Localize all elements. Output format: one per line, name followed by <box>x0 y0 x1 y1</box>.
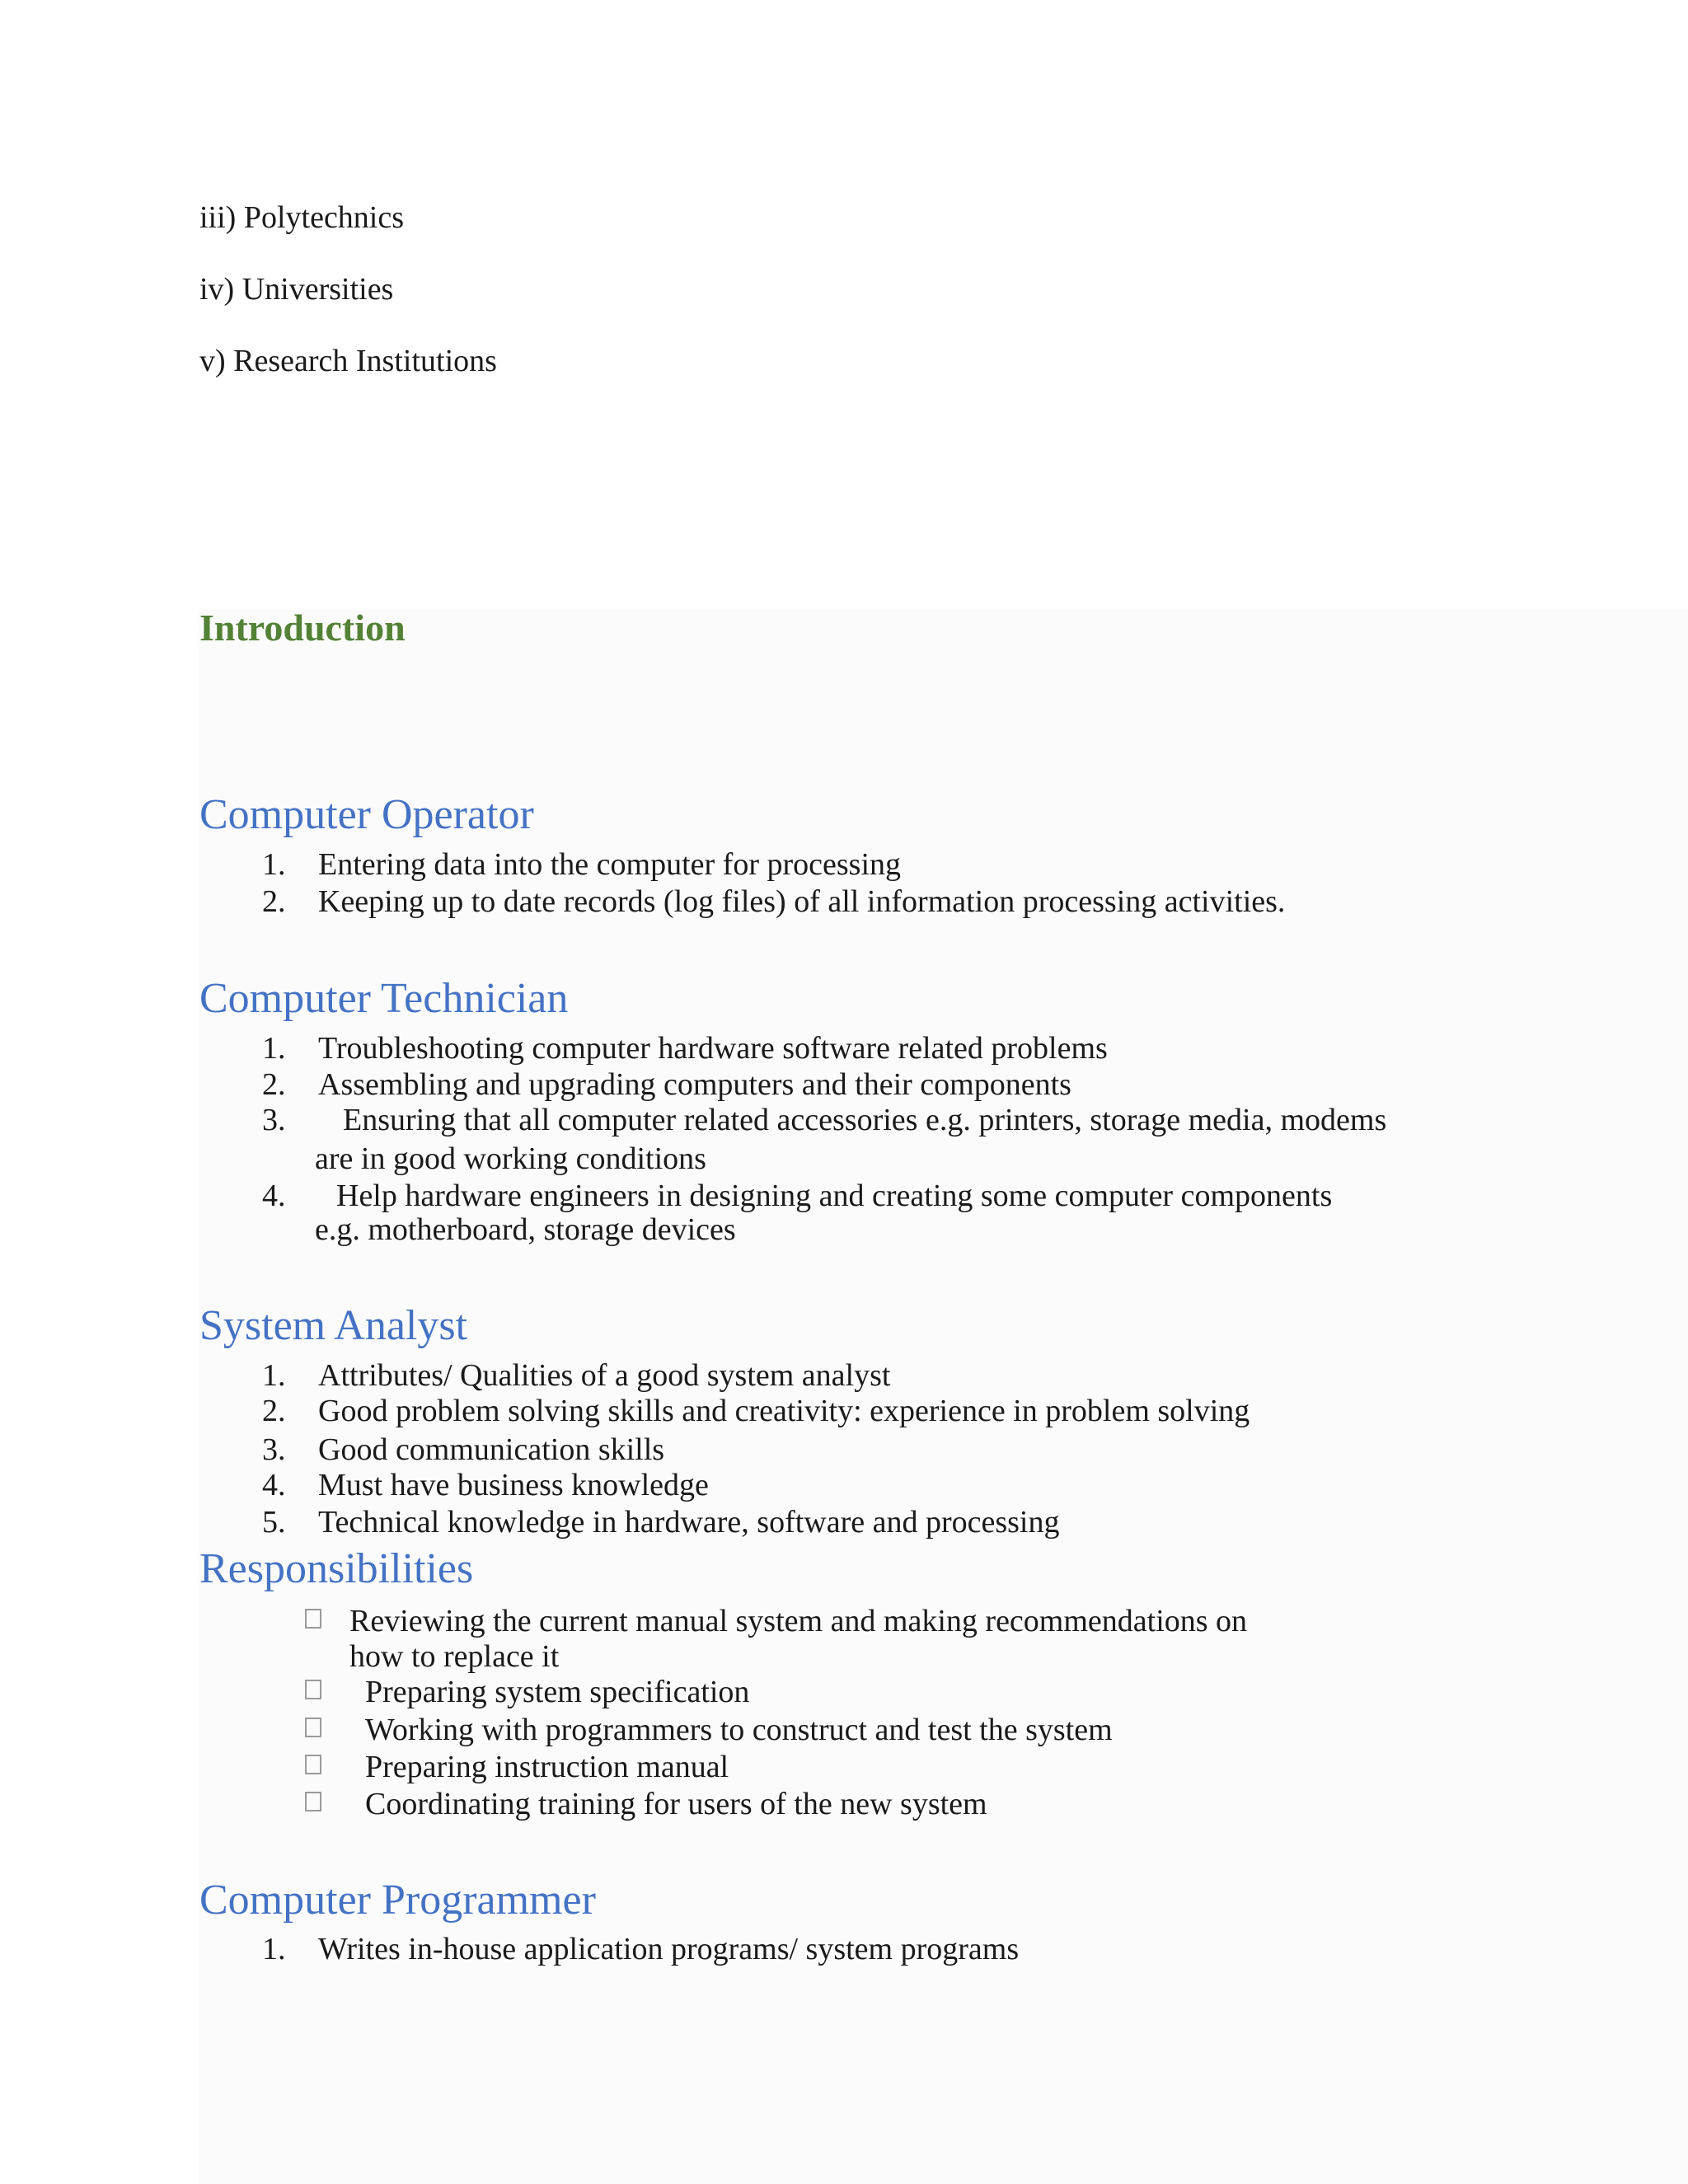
list-number: 2. <box>262 1067 286 1102</box>
list-item-continuation: e.g. motherboard, storage devices <box>315 1212 736 1247</box>
introduction-heading: Introduction <box>199 607 406 649</box>
list-number: 4. <box>262 1179 286 1213</box>
list-item-text: Assembling and upgrading computers and their components <box>318 1067 1071 1102</box>
bullet-item-text: Coordinating training for users of the new system <box>365 1787 987 1821</box>
list-number: 1. <box>262 1358 286 1393</box>
list-item-polytechnics: iii) Polytechnics <box>199 200 405 235</box>
list-item-text: Good problem solving skills and creativity: experience in problem solving <box>318 1394 1250 1428</box>
bullet-item-text: Preparing instruction manual <box>365 1750 729 1784</box>
list-item-universities: iv) Universities <box>199 272 394 307</box>
bullet-item-text: Working with programmers to construct and test the system <box>365 1713 1113 1747</box>
list-number: 1. <box>262 1031 286 1066</box>
bullet-item-text: Reviewing the current manual system and making recommendations on <box>349 1604 1248 1638</box>
list-number: 2. <box>262 1394 286 1428</box>
list-item-continuation: are in good working conditions <box>315 1141 706 1176</box>
list-item-text: Troubleshooting computer hardware software related problems <box>318 1031 1108 1066</box>
list-item-text: Must have business knowledge <box>318 1468 709 1502</box>
list-number: 3. <box>262 1103 286 1137</box>
bullet-item-continuation: how to replace it <box>349 1639 560 1674</box>
bullet-item-text: Preparing system specification <box>365 1675 750 1709</box>
list-item-text: Keeping up to date records (log files) of all information processing activities. <box>318 884 1286 919</box>
list-item-text: Help hardware engineers in designing and creating some computer components <box>336 1179 1333 1213</box>
system-analyst-heading: System Analyst <box>199 1302 468 1349</box>
list-item-text: Technical knowledge in hardware, software and processing <box>318 1505 1060 1540</box>
list-item-text: Entering data into the computer for processing <box>318 847 902 882</box>
responsibilities-heading: Responsibilities <box>199 1545 474 1592</box>
bullet-box-icon <box>305 1718 321 1737</box>
bullet-box-icon <box>305 1680 321 1699</box>
list-item-text: Writes in-house application programs/ system programs <box>318 1932 1020 1966</box>
bullet-box-icon <box>305 1792 321 1811</box>
computer-programmer-heading: Computer Programmer <box>199 1877 596 1924</box>
list-number: 1. <box>262 847 286 882</box>
list-item-text: Attributes/ Qualities of a good system analyst <box>318 1358 891 1393</box>
computer-operator-heading: Computer Operator <box>199 791 534 838</box>
list-number: 1. <box>262 1932 286 1966</box>
list-number: 4. <box>262 1468 286 1502</box>
list-item-text: Good communication skills <box>318 1432 665 1467</box>
computer-technician-heading: Computer Technician <box>199 975 569 1022</box>
bullet-box-icon <box>305 1755 321 1774</box>
list-number: 3. <box>262 1432 286 1467</box>
bullet-box-icon <box>305 1609 321 1629</box>
list-item-text: Ensuring that all computer related accessories e.g. printers, storage media, modems <box>343 1103 1387 1137</box>
list-number: 5. <box>262 1505 286 1540</box>
list-number: 2. <box>262 884 286 919</box>
list-item-research-institutions: v) Research Institutions <box>199 344 497 378</box>
